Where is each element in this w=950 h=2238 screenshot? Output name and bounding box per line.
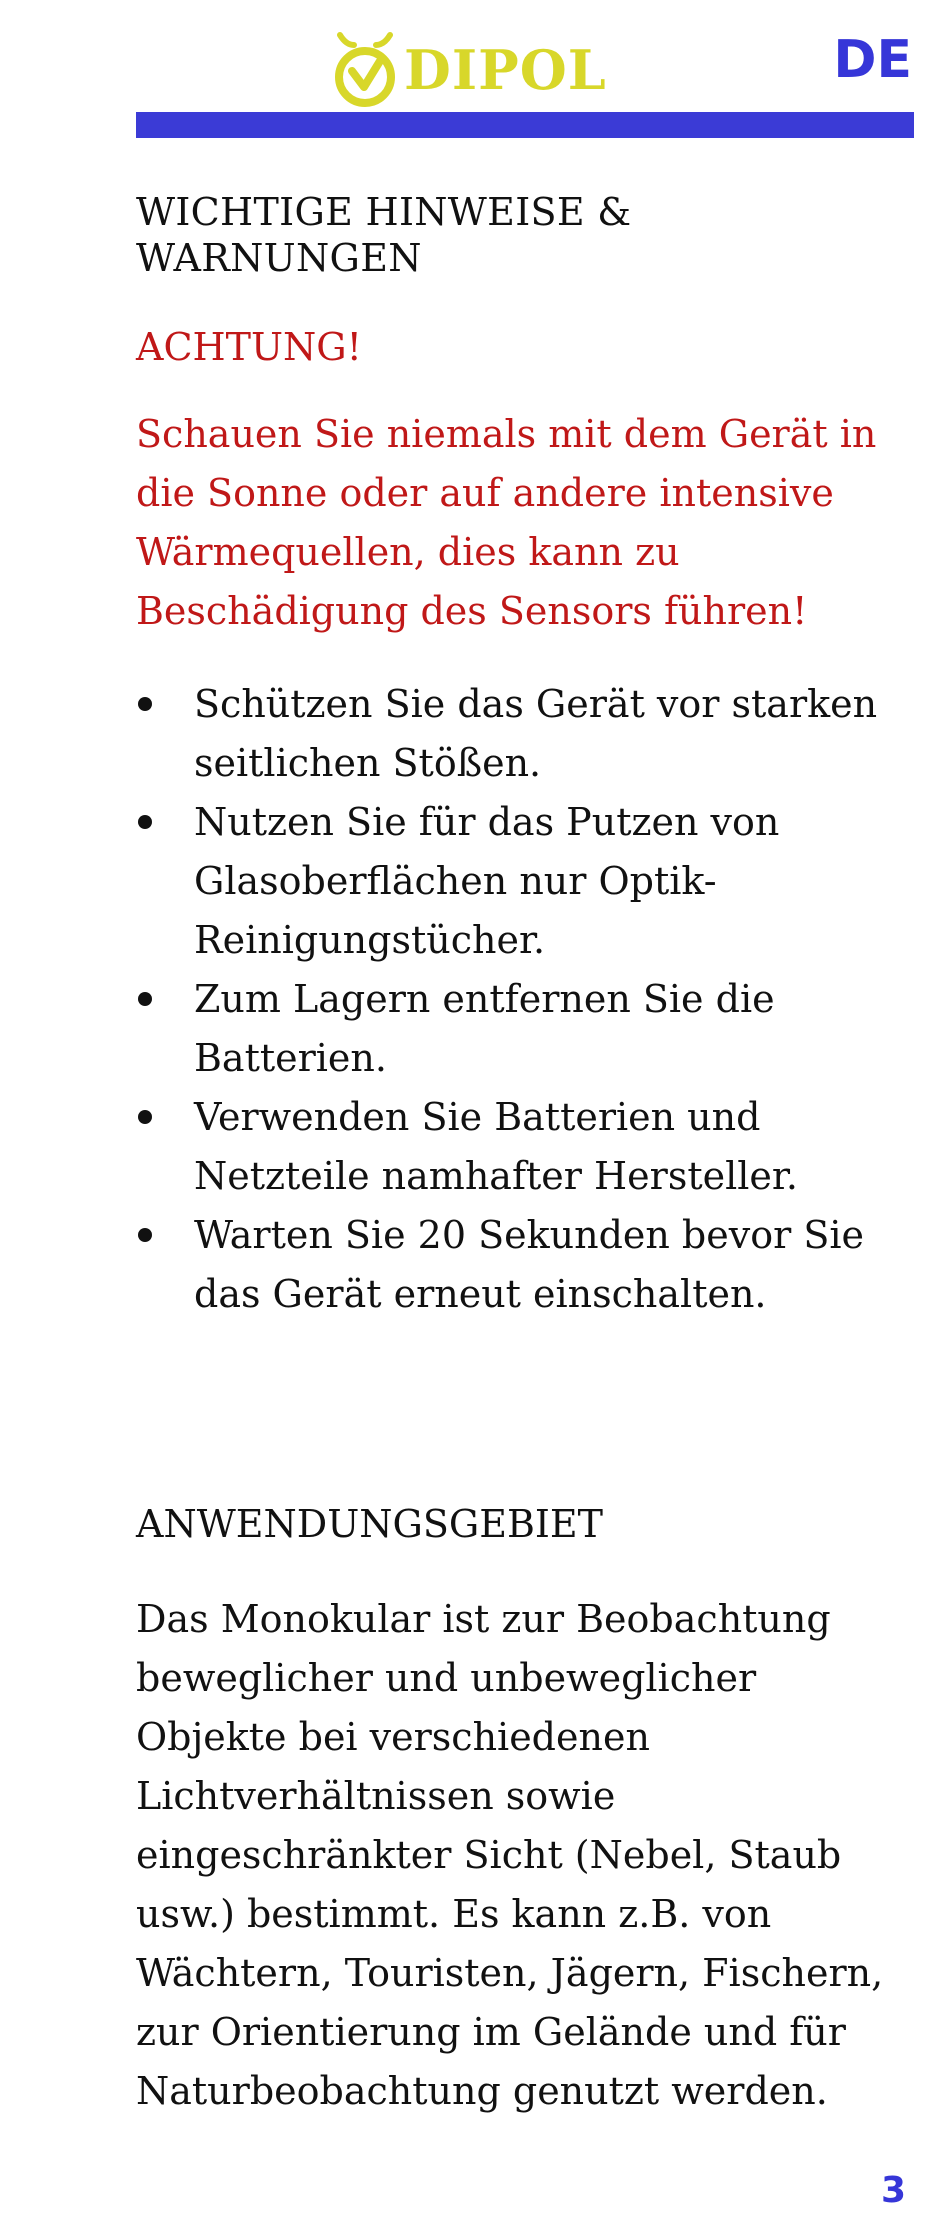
usage-section-title: ANWENDUNGSGEBIET xyxy=(136,1502,603,1546)
list-item xyxy=(136,793,916,970)
bullet-icon xyxy=(138,1110,152,1124)
logo-text: DIPOL xyxy=(404,38,607,102)
list-item xyxy=(136,675,916,793)
list-item xyxy=(136,970,916,1088)
alert-text: Schauen Sie niemals mit dem Gerät in die Sonne oder auf andere intensive Wärmequellen, dies kann zu Beschädigung des Sensors führen! xyxy=(136,411,877,633)
language-code: DE xyxy=(833,30,912,90)
warning-list xyxy=(136,675,916,1324)
usage-section-text: Das Monokular ist zur Beobachtung beweglicher und unbeweglicher Objekte bei verschiedenen Lichtverhältnissen sowie eingeschränkter Sicht (Nebel, Staub usw.) bestimmt. Es kann z.B. von Wächtern, Touristen, Jägern, Fischern, zur Orientierung im Gelände und für Naturbeobachtung genutzt werden. xyxy=(136,1597,884,2113)
list-item-text: Schützen Sie das Gerät vor starken seitlichen Stößen. xyxy=(194,681,878,785)
list-item xyxy=(136,1206,916,1324)
page-header xyxy=(0,0,950,150)
header-divider-bar xyxy=(136,112,914,138)
bullet-icon xyxy=(138,697,152,711)
list-item-text: Zum Lagern entfernen Sie die Batterien. xyxy=(194,976,775,1080)
alert-title: ACHTUNG! xyxy=(136,325,362,370)
list-item xyxy=(136,1088,916,1206)
warnings-section xyxy=(136,190,916,1324)
bullet-icon xyxy=(138,992,152,1006)
list-item-text: Nutzen Sie für das Putzen von Glasoberflächen nur Optik-Reinigungstücher. xyxy=(194,799,780,962)
warnings-section-title: WICHTIGE HINWEISE & WARNUNGEN xyxy=(136,190,632,280)
bullet-icon xyxy=(138,815,152,829)
list-item-text: Verwenden Sie Batterien und Netzteile namhafter Hersteller. xyxy=(194,1094,798,1198)
list-item-text: Warten Sie 20 Sekunden bevor Sie das Gerät erneut einschalten. xyxy=(194,1212,865,1316)
page-number: 3 xyxy=(880,2170,906,2211)
bullet-icon xyxy=(138,1228,152,1242)
dipol-logo xyxy=(330,30,607,110)
dipol-logo-icon xyxy=(330,31,400,109)
